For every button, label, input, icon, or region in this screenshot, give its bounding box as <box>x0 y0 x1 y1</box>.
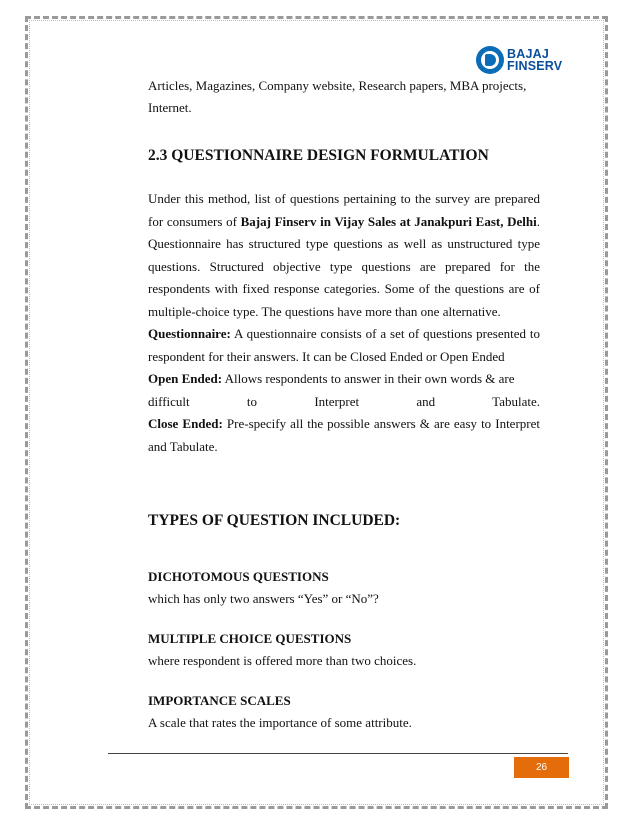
definition-close-ended <box>148 413 540 458</box>
method-paragraph <box>148 188 540 323</box>
intro-line-1: Articles, Magazines, Company website, Research papers, MBA projects, <box>148 78 527 93</box>
question-type-desc: A scale that rates the importance of some attribute. <box>148 715 412 730</box>
logo-line1: BAJAJ <box>507 47 549 61</box>
logo-line2: FINSERV <box>507 59 563 73</box>
types-heading: TYPES OF QUESTION INCLUDED: <box>148 512 401 529</box>
definition-open-ended-continued <box>148 391 540 414</box>
definition-text: difficult to Interpret and Tabulate. <box>148 393 540 409</box>
method-text-after: . Questionnaire has structured type questions as well as unstructured type questions. Structured objective type questions are prepared for the respondents with fixed response categories. Some of the questions are of multiple-choice type. The questions have more than one alternative. <box>148 213 540 319</box>
logo-mark-icon <box>476 46 504 74</box>
definition-text: A questionnaire consists of a set of questions presented to respondent for their answers. It can be Closed Ended or Open Ended <box>148 326 540 364</box>
definition-text: Allows respondents to answer in their own words & are <box>222 371 515 386</box>
definition-open-ended <box>148 368 540 391</box>
question-type-title: DICHOTOMOUS QUESTIONS <box>148 569 329 584</box>
footer-rule <box>108 753 568 754</box>
definition-term: Open Ended: <box>148 371 223 386</box>
bajaj-finserv-logo <box>476 46 568 78</box>
method-text-before: Under this method, list of questions pertaining to the survey are prepared for consumers of <box>148 191 540 229</box>
section-heading: 2.3 QUESTIONNAIRE DESIGN FORMULATION <box>148 147 489 164</box>
question-type-title: MULTIPLE CHOICE QUESTIONS <box>148 631 352 646</box>
method-bold-text: Bajaj Finserv in Vijay Sales at Janakpuri East, Delhi <box>240 213 537 229</box>
logo-text <box>507 48 562 72</box>
question-type-desc: which has only two answers “Yes” or “No”? <box>148 591 379 606</box>
question-type-title: IMPORTANCE SCALES <box>148 693 291 708</box>
definition-questionnaire <box>148 323 540 368</box>
question-type-desc: where respondent is offered more than two choices. <box>148 653 417 668</box>
definition-term: Close Ended: <box>148 416 223 431</box>
page-number: 26 <box>514 757 569 778</box>
page-content <box>148 75 540 734</box>
intro-line-2: Internet. <box>148 100 192 115</box>
definition-term: Questionnaire: <box>148 326 231 341</box>
definition-text: Pre-specify all the possible answers & are easy to Interpret and Tabulate. <box>148 416 540 454</box>
